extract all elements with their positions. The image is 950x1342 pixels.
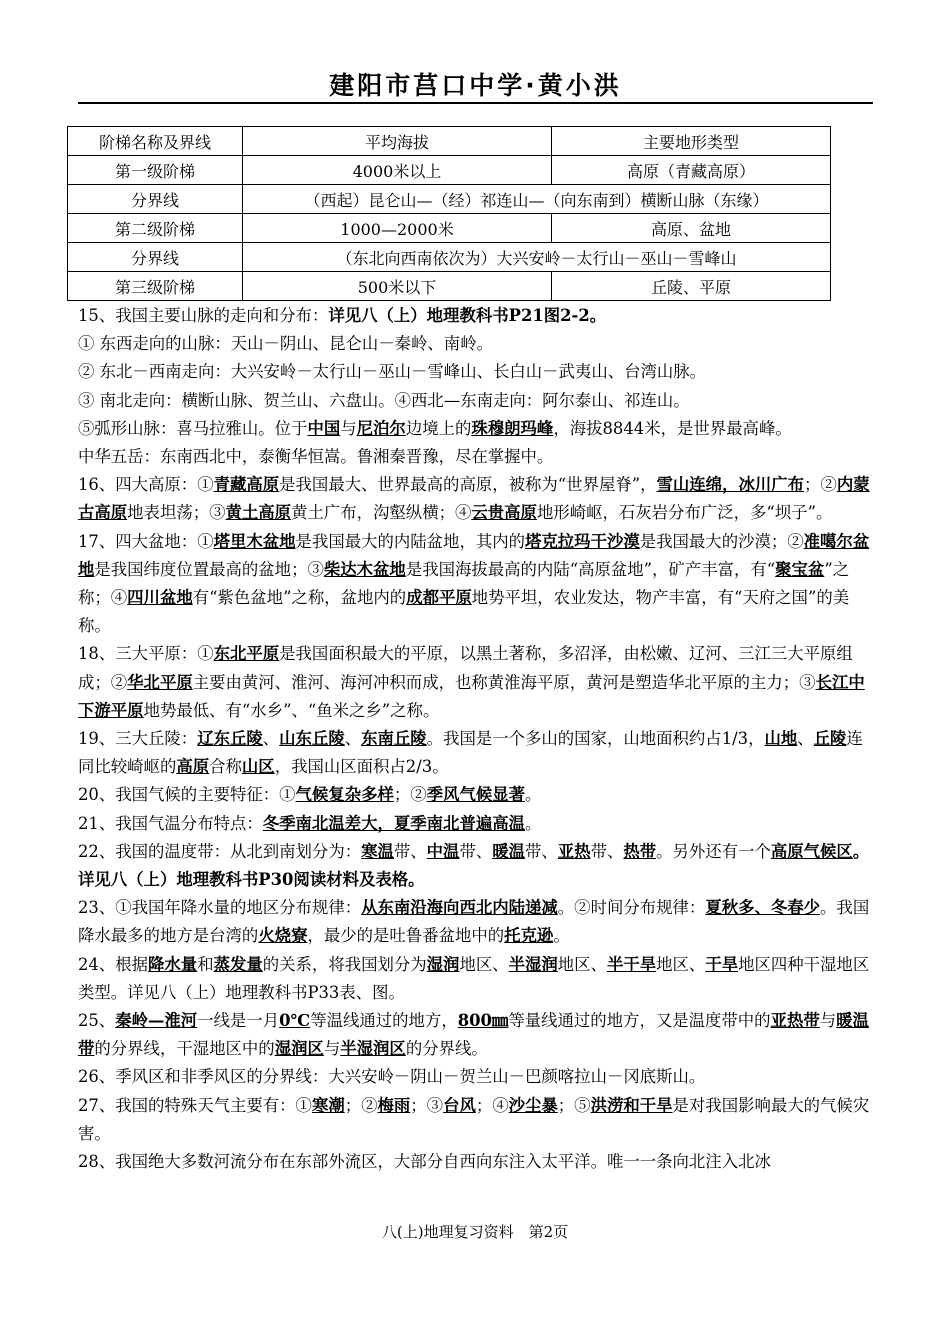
- text: 。我国是一个多山的国家，山地面积约占1/3，: [426, 729, 765, 749]
- text: 19、三大丘陵：: [78, 729, 198, 749]
- text: 。②时间分布规律：: [557, 898, 706, 918]
- key-term: 雪山连绵，冰川广布: [656, 475, 805, 495]
- key-term: 半湿润区: [340, 1039, 406, 1059]
- key-term: 丘陵: [813, 729, 847, 749]
- key-term: 从东南沿海向西北内陆递减: [361, 898, 558, 918]
- text: 黄土广布，沟壑纵横；④: [291, 503, 472, 523]
- key-term: 青藏高原: [213, 475, 280, 495]
- text: ”之称；④: [78, 559, 850, 608]
- mountains-north-south: ③ 南北走向：横断山脉、贺兰山、六盘山。④西北—东南走向：阿尔泰山、祁连山。: [78, 390, 690, 410]
- key-term: 热带: [623, 841, 657, 861]
- key-term: 托克逊: [504, 926, 554, 946]
- text: 地区四种干湿地区类型。详见八（上）地理教科书P33表、图。: [78, 954, 870, 1002]
- key-term: 火烧寮: [258, 926, 308, 946]
- text: 。: [553, 926, 570, 946]
- key-term: 降水量: [148, 954, 198, 974]
- paragraph-22: [78, 838, 878, 894]
- key-term: 半干旱: [606, 954, 657, 974]
- text: 、: [344, 729, 362, 749]
- table-cell: 分界线: [68, 185, 243, 214]
- table-row: [68, 156, 831, 185]
- key-term: 柴达木盆地: [323, 559, 406, 579]
- text: 是我国纬度位置最高的盆地；③: [94, 559, 324, 579]
- paragraph-27: [78, 1092, 878, 1148]
- text: 和: [197, 954, 214, 974]
- paragraph-25: [78, 1007, 878, 1063]
- paragraph-17: [78, 528, 878, 641]
- page-footer: 八(上)地理复习资料 第2页: [381, 1223, 569, 1241]
- key-term: 气候复杂多样: [295, 785, 394, 805]
- key-term: 聚宝盆: [775, 559, 825, 579]
- key-term: 暖温: [492, 841, 526, 861]
- text: ，最少的是吐鲁番盆地中的: [307, 926, 505, 946]
- text: ；③: [410, 1095, 444, 1115]
- table-cell: 第一级阶梯: [68, 156, 243, 185]
- text: 、: [797, 729, 814, 749]
- text: 的分界线，干湿地区中的: [94, 1039, 275, 1059]
- key-term: 高原: [176, 757, 210, 777]
- text: 是我国最大的沙漠；②: [639, 531, 804, 551]
- paragraph-20: [78, 781, 878, 809]
- text: ；②: [344, 1095, 378, 1115]
- terrain-steps-table: [67, 126, 831, 301]
- table-row: [68, 214, 831, 243]
- table-cell: （东北向西南依次为）大兴安岭－太行山－巫山－雪峰山: [243, 243, 831, 272]
- text: 24、根据: [78, 954, 149, 974]
- table-header-cell: 平均海拔: [243, 127, 552, 156]
- text: 是我国最大、世界最高的高原，被称为“世界屋脊”，: [279, 475, 657, 495]
- text: 等量线通过的地方，又是温度带中的: [508, 1011, 771, 1031]
- text: 。: [525, 785, 542, 805]
- key-term: 暖温带: [78, 1011, 869, 1059]
- paragraph-16: [78, 471, 878, 527]
- text: ⑤弧形山脉：喜马拉雅山。位于: [78, 418, 308, 438]
- text: 21、我国气温分布特点：: [78, 813, 263, 833]
- text: 是我国面积最大的平原，以黑土著称，多沼泽，由松嫩、辽河、三江三大平原组成；②: [78, 644, 853, 692]
- key-term: 内蒙古高原: [78, 475, 870, 523]
- key-term: 蒸发量: [213, 954, 263, 974]
- text: 与: [323, 1039, 341, 1059]
- text: 带、: [590, 841, 624, 861]
- key-term: 800㎜: [457, 1011, 509, 1031]
- key-term: 干旱: [705, 954, 739, 974]
- table-header-row: [68, 127, 831, 156]
- key-term: 高原气候区: [770, 841, 853, 861]
- table-cell: 分界线: [68, 243, 243, 272]
- text: 地区、: [557, 954, 607, 974]
- header-rule: [78, 102, 873, 104]
- text: 。: [525, 813, 542, 833]
- key-term: 中国: [307, 418, 341, 438]
- key-term: 珠穆朗玛峰: [471, 418, 554, 438]
- text: 有“紫色盆地”之称，盆地内的: [192, 588, 407, 608]
- text: 一线是一月: [197, 1011, 280, 1031]
- page-header-title: 建阳市莒口中学·黄小洪: [329, 71, 622, 100]
- key-term: 寒温: [361, 841, 394, 861]
- text: 合称: [209, 757, 242, 777]
- key-term: 寒潮: [311, 1095, 345, 1115]
- key-term: 台风: [443, 1095, 476, 1115]
- text: 连同比较崎岖的: [78, 729, 863, 777]
- table-cell: 第二级阶梯: [68, 214, 243, 243]
- table-cell: 第三级阶梯: [68, 272, 243, 301]
- key-term: 洪涝和干旱: [590, 1095, 673, 1115]
- text: 的关系，将我国划分为: [262, 954, 427, 974]
- text: 地势平坦，农业发达，物产丰富，有“天府之国”的美称。: [78, 588, 850, 636]
- paragraph-18: [78, 640, 878, 725]
- key-term: 准噶尔盆地: [78, 531, 870, 579]
- text: 带、: [459, 841, 493, 861]
- key-term: 沙尘暴: [508, 1095, 558, 1115]
- paragraph-26: 26、季风区和非季风区的分界线：大兴安岭－阴山－贺兰山－巴颜喀拉山－冈底斯山。: [78, 1067, 706, 1087]
- text: 是我国海拔最高的内陆“高原盆地”，矿产丰富，有“: [405, 559, 776, 579]
- paragraph-21: [78, 810, 878, 838]
- text: 边境上的: [405, 418, 472, 438]
- text: 是对我国影响最大的气候灾害。: [78, 1095, 870, 1143]
- key-term: 亚热带: [770, 1011, 820, 1031]
- text: 的分界线。: [405, 1039, 488, 1059]
- text: 与: [819, 1011, 837, 1031]
- paragraph-28: 28、我国绝大多数河流分布在东部外流区，大部分自西向东注入太平洋。唯一一条向北注入北冰: [78, 1152, 771, 1172]
- key-term: 山区: [241, 757, 275, 777]
- main-content: [78, 302, 878, 1176]
- key-term: 亚热: [557, 841, 591, 861]
- table-cell: 丘陵、平原: [552, 272, 831, 301]
- key-term: 山东丘陵: [279, 729, 345, 749]
- text: 16、四大高原：①: [78, 475, 214, 495]
- key-term: 云贵高原: [471, 503, 537, 523]
- key-term: 0℃: [279, 1011, 311, 1031]
- key-term: 塔克拉玛干沙漠: [525, 531, 640, 551]
- text: 等温线通过的地方，: [310, 1011, 458, 1031]
- key-term: 长江中下游平原: [78, 672, 865, 720]
- text: 带、: [393, 841, 427, 861]
- paragraph-23: [78, 894, 878, 950]
- paragraph-19: [78, 725, 878, 781]
- key-term: 成都平原: [406, 588, 472, 608]
- key-term: 东南丘陵: [361, 729, 427, 749]
- table-row: [68, 243, 831, 272]
- table-row: [68, 272, 831, 301]
- key-term: 夏秋多、冬春少: [705, 898, 821, 918]
- key-term: 梅雨: [377, 1095, 411, 1115]
- emphasis: 。详见八（上）地理教科书P30阅读材料及表格。: [78, 841, 870, 890]
- table-header-cell: 主要地形类型: [552, 127, 831, 156]
- text: 带、: [525, 841, 558, 861]
- text: 地区、: [459, 954, 509, 974]
- table-cell: （西起）昆仑山—（经）祁连山—（向东南到）横断山脉（东缘）: [243, 185, 831, 214]
- key-term: 山地: [764, 729, 798, 749]
- text: 是我国最大的内陆盆地，其内的: [295, 531, 526, 551]
- key-term: 东北平原: [213, 644, 280, 664]
- text: 地表坦荡；③: [127, 503, 226, 523]
- text: 22、我国的温度带：从北到南划分为：: [78, 841, 362, 861]
- text: 20、我国气候的主要特征：①: [78, 785, 296, 805]
- text: ；⑤: [557, 1095, 591, 1115]
- emphasis: 详见八（上）地理教科书P21图2-2。: [328, 306, 607, 325]
- text: ，我国山区面积占2/3。: [274, 757, 449, 777]
- text: ；②: [804, 475, 837, 495]
- text: ；②: [393, 785, 427, 805]
- text: 17、四大盆地：①: [78, 531, 214, 551]
- key-term: 半湿润: [508, 954, 558, 974]
- table-header-cell: 阶梯名称及界线: [68, 127, 243, 156]
- text: 地势最低、有“水乡”、“鱼米之乡”之称。: [143, 700, 440, 720]
- mountains-northeast-southwest: ② 东北－西南走向：大兴安岭－太行山－巫山－雪峰山、长白山－武夷山、台湾山脉。: [78, 362, 707, 382]
- mountains-arc: [78, 415, 878, 443]
- key-term: 塔里木盆地: [213, 531, 296, 551]
- table-cell: 4000米以上: [243, 156, 552, 185]
- text: ；④: [475, 1095, 509, 1115]
- table-cell: 高原、盆地: [552, 214, 831, 243]
- mountains-east-west: ① 东西走向的山脉：天山－阴山、昆仑山－秦岭、南岭。: [78, 334, 493, 354]
- text: 、: [262, 729, 280, 749]
- key-term: 尼泊尔: [356, 418, 406, 438]
- table-cell: 500米以下: [243, 272, 552, 301]
- table-cell: 1000—2000米: [243, 214, 552, 243]
- text: 与: [340, 418, 357, 438]
- text: 15、我国主要山脉的走向和分布：: [78, 306, 329, 325]
- paragraph-15: [78, 302, 878, 330]
- key-term: 冬季南北温差大，: [262, 813, 394, 833]
- key-term: 秦岭—淮河: [115, 1011, 198, 1031]
- text: ，海拔8844米，是世界最高峰。: [553, 418, 792, 438]
- key-term: 湿润: [426, 954, 460, 974]
- text: 地形崎岖，石灰岩分布广泛，多“坝子”。: [536, 503, 833, 523]
- table-cell: 高原（青藏高原）: [552, 156, 831, 185]
- paragraph-24: [78, 951, 878, 1007]
- text: 18、三大平原：①: [78, 644, 214, 664]
- key-term: 华北平原: [127, 672, 193, 692]
- key-term: 湿润区: [274, 1039, 324, 1059]
- text: 23、①我国年降水量的地区分布规律：: [78, 898, 362, 918]
- five-mountains-rhyme: 中华五岳：东南西北中，泰衡华恒嵩。鲁湘秦晋豫，尽在掌握中。: [78, 447, 554, 467]
- key-term: 黄土高原: [225, 503, 292, 523]
- key-term: 辽东丘陵: [197, 729, 263, 749]
- key-term: 季风气候显著: [426, 785, 526, 805]
- text: 25、: [78, 1011, 116, 1031]
- text: 。另外还有一个: [656, 841, 771, 861]
- key-term: 夏季南北普遍高温: [393, 813, 526, 833]
- key-term: 四川盆地: [127, 588, 193, 608]
- key-term: 中温: [426, 841, 460, 861]
- text: 。我国降水最多的地方是台湾的: [78, 898, 870, 946]
- text: 地区、: [656, 954, 706, 974]
- text: 主要由黄河、淮河、海河冲积而成，也称黄淮海平原，黄河是塑造华北平原的主力；③: [192, 672, 816, 692]
- text: 27、我国的特殊天气主要有：①: [78, 1095, 312, 1115]
- table-row: [68, 185, 831, 214]
